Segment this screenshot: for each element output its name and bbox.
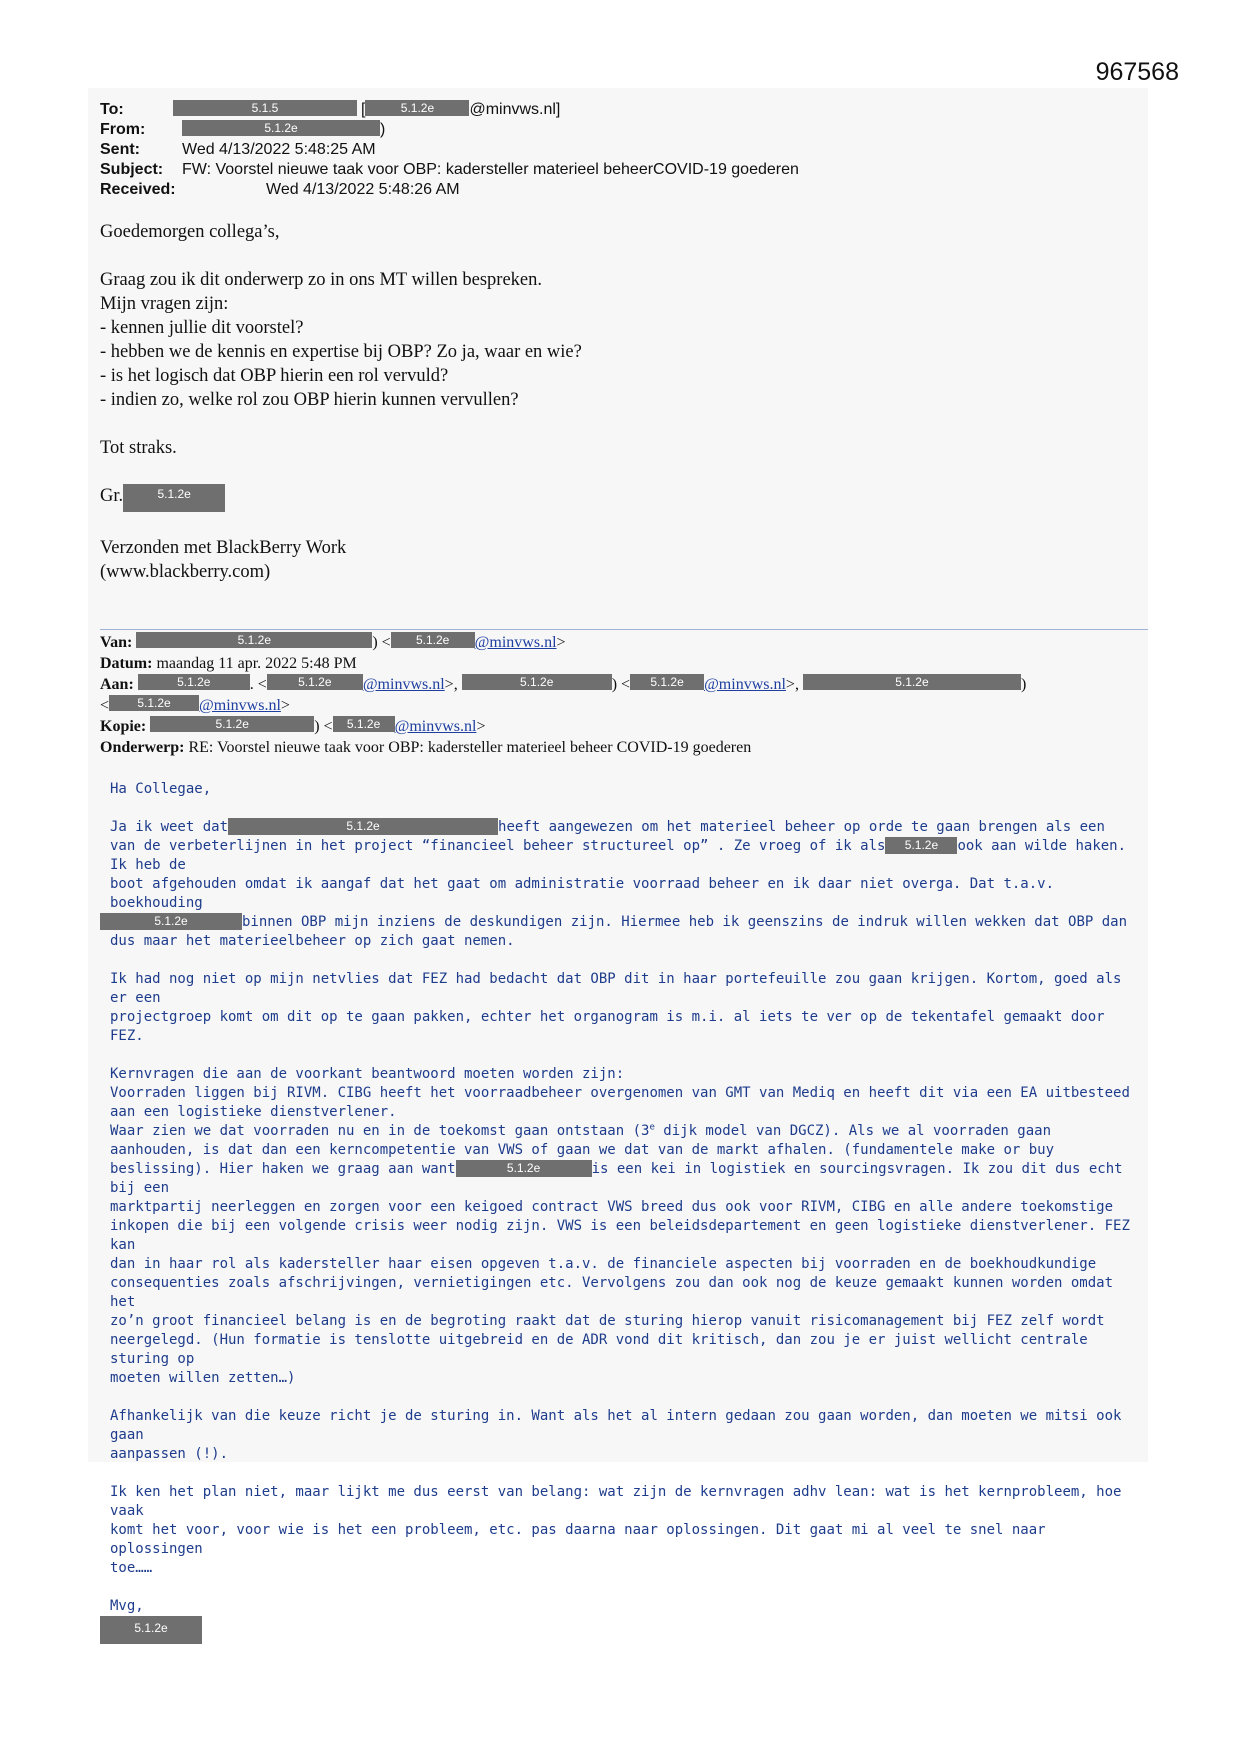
paragraph-line: 5.1.2e binnen OBP mijn inziens de deskundigen zijn. Hiermee heb ik geenszins de indruk willen wekken dat OBP dan [100, 913, 1145, 932]
email-link[interactable]: @minvws.nl [474, 634, 557, 651]
redaction-block: 5.1.2e [365, 100, 469, 116]
message-body [100, 220, 1000, 584]
signature-link: (www.blackberry.com) [100, 562, 271, 582]
paragraph-line: Waar zien we dat voorraden nu en in de toekomst gaan ontstaan (3e dijk model van DGCZ). Als we al voorraden gaan [110, 1122, 1052, 1139]
received-value: Wed 4/13/2022 5:48:26 AM [266, 181, 460, 198]
paragraph-line: Ja ik weet dat 5.1.2e heeft aangewezen om het materieel beheer op orde te gaan brengen als een [110, 819, 1105, 835]
redaction-block: 5.1.2e [333, 716, 395, 732]
datum-row: Datum: maandag 11 apr. 2022 5:48 PM [100, 655, 357, 672]
greeting: Goedemorgen collega’s, [100, 222, 280, 242]
list-item: - kennen jullie dit voorstel? [100, 318, 304, 338]
signoff: Mvg, [110, 1598, 144, 1614]
quoted-message-body [110, 780, 1145, 1644]
paragraph-line: neergelegd. (Hun formatie is tenslotte uitgebreid en de ADR vond dit kritisch, dan zou je er juist wellicht centrale sturing op [110, 1332, 1088, 1367]
paragraph-line: Afhankelijk van die keuze richt je de sturing in. Want als het al intern gedaan zou gaan worden, dan moeten we mitsi ook gaan [110, 1408, 1122, 1443]
signature-line: Verzonden met BlackBerry Work [100, 538, 347, 558]
paragraph-line: Ik ken het plan niet, maar lijkt me dus eerst van belang: wat zijn de kernvragen adhv lean: wat is het kernprobleem, hoe vaak [110, 1484, 1122, 1519]
redaction-block: 5.1.2e [182, 120, 380, 136]
paragraph-line: toe…… [110, 1560, 153, 1576]
signature [100, 1616, 1145, 1644]
email-link[interactable]: @minvws.nl [394, 718, 477, 735]
from-label: From: [100, 121, 146, 138]
redaction-block: 5.1.2e [138, 674, 250, 690]
list-item: - is het logisch dat OBP hierin een rol vervuld? [100, 366, 449, 386]
to-domain: @minvws.nl] [469, 101, 561, 118]
paragraph-line: aanpassen (!). [110, 1446, 229, 1462]
sent-label: Sent: [100, 141, 140, 158]
redaction-block: 5.1.2e [100, 913, 242, 930]
email-link[interactable]: @minvws.nl [362, 676, 445, 693]
aan-row: Aan: 5.1.2e . < 5.1.2e @minvws.nl>, 5.1.2e ) < 5.1.2e @minvws.nl>, 5.1.2e ) [100, 675, 1027, 693]
redaction-block: 5.1.5 [173, 100, 357, 116]
email-link[interactable]: @minvws.nl [199, 697, 281, 714]
email-link[interactable]: @minvws.nl [704, 676, 786, 693]
redaction-block: 5.1.2e [100, 1616, 202, 1644]
document-number: 967568 [1095, 58, 1179, 86]
redaction-block: 5.1.2e [803, 674, 1021, 690]
paragraph-line: dus maar het materieelbeheer op zich gaat nemen. [110, 933, 515, 949]
paragraph-line: Voorraden liggen bij RIVM. CIBG heeft het voorraadbeheer overgenomen van GMT van Mediq en heeft dit via een EA uitbesteed [110, 1085, 1130, 1101]
redaction-block: 5.1.2e [123, 484, 225, 512]
paragraph-line: boot afgehouden omdat ik aangaf dat het gaat om administratie voorraad beheer en ik daar niet overga. Dat t.a.v. boekhouding [110, 876, 1055, 911]
redaction-block: 5.1.2e [456, 1160, 592, 1177]
list-item: - hebben we de kennis en expertise bij OBP? Zo ja, waar en wie? [100, 342, 582, 362]
signoff: Gr. 5.1.2e [100, 484, 1000, 512]
onderwerp-row: Onderwerp: RE: Voorstel nieuwe taak voor OBP: kadersteller materieel beheer COVID-19 goederen [100, 739, 752, 756]
subject-value: FW: Voorstel nieuwe taak voor OBP: kadersteller materieel beheerCOVID-19 goederen [182, 161, 799, 178]
redaction-block: 5.1.2e [630, 674, 704, 690]
paragraph-line: marktpartij neerleggen en zorgen voor een keigoed contract VWS breed dus ook voor RIVM, CIBG en alle andere toekomstige [110, 1199, 1114, 1215]
forwarded-header [100, 632, 1026, 758]
list-item: - indien zo, welke rol zou OBP hierin kunnen vervullen? [100, 390, 519, 410]
received-label: Received: [100, 181, 176, 198]
paragraph-line: aanhouden, is dat dan een kerncompetentie van VWS of gaan we dat van de markt afhalen. (fundamentele make or buy [110, 1142, 1055, 1158]
redaction-block: 5.1.2e [462, 674, 612, 690]
aan-row-cont: < 5.1.2e @minvws.nl> [100, 696, 290, 714]
redaction-block: 5.1.2e [267, 674, 363, 690]
paragraph-line: projectgroep komt om dit op te gaan pakken, echter het organogram is m.i. al iets te ver op de tekentafel gemaakt door FEZ. [110, 1009, 1105, 1044]
greeting: Ha Collegae, [110, 781, 212, 797]
separator-line [100, 629, 1148, 630]
paragraph-line: aan een logistieke dienstverlener. [110, 1104, 397, 1120]
redaction-block: 5.1.2e [109, 695, 199, 711]
kopie-row: Kopie: 5.1.2e ) < 5.1.2e @minvws.nl> [100, 717, 486, 735]
paragraph-line: Kernvragen die aan de voorkant beantwoord moeten worden zijn: [110, 1066, 625, 1082]
paragraph-line: inkopen die bij een volgende crisis weer nodig zijn. VWS is een beleidsdepartement en geen logistieke dienstverlener. FEZ kan [110, 1218, 1130, 1253]
paragraph-line: moeten willen zetten…) [110, 1370, 296, 1386]
subject-label: Subject: [100, 161, 164, 178]
paragraph-line: komt het voor, voor wie is het een probleem, etc. pas daarna naar oplossingen. Dit gaat mi al veel te snel naar oplossingen [110, 1522, 1046, 1557]
closing: Tot straks. [100, 438, 177, 458]
paragraph-line: beslissing). Hier haken we graag aan want 5.1.2e is een kei in logistiek en sourcingsvragen. Ik zou dit dus echt bij een [110, 1161, 1123, 1196]
redaction-block: 5.1.2e [136, 632, 372, 648]
paragraph: Mijn vragen zijn: [100, 294, 229, 314]
paragraph-line: consequenties zoals afschrijvingen, vernietigingen etc. Vervolgens zou dan ook nog de keuze gemaakt kunnen worden omdat het [110, 1275, 1114, 1310]
paragraph-line: Ik had nog niet op mijn netvlies dat FEZ had bedacht dat OBP dit in haar portefeuille zou gaan krijgen. Kortom, goed als er een [110, 971, 1122, 1006]
redaction-block: 5.1.2e [150, 716, 314, 732]
redaction-block: 5.1.2e [885, 837, 957, 854]
paragraph-line: van de verbeterlijnen in het project “financieel beheer structureel op” . Ze vroeg of ik als 5.1.2e ook aan wilde haken. Ik heb de [110, 838, 1127, 873]
to-label: To: [100, 101, 124, 118]
paragraph-line: zo’n groot financieel belang is en de begroting raakt dat de sturing hierop vanuit risicomanagement bij FEZ zelf wordt [110, 1313, 1105, 1329]
paragraph-line: dan in haar rol als kadersteller haar eisen opgeven t.a.v. de financiele aspecten bij voorraden en de boekhoudkundige [110, 1256, 1097, 1272]
van-row: Van: 5.1.2e ) < 5.1.2e @minvws.nl> [100, 633, 566, 651]
paragraph: Graag zou ik dit onderwerp zo in ons MT willen bespreken. [100, 270, 543, 290]
redaction-block: 5.1.2e [391, 632, 475, 648]
redaction-block: 5.1.2e [228, 818, 498, 835]
sent-value: Wed 4/13/2022 5:48:25 AM [182, 141, 376, 158]
